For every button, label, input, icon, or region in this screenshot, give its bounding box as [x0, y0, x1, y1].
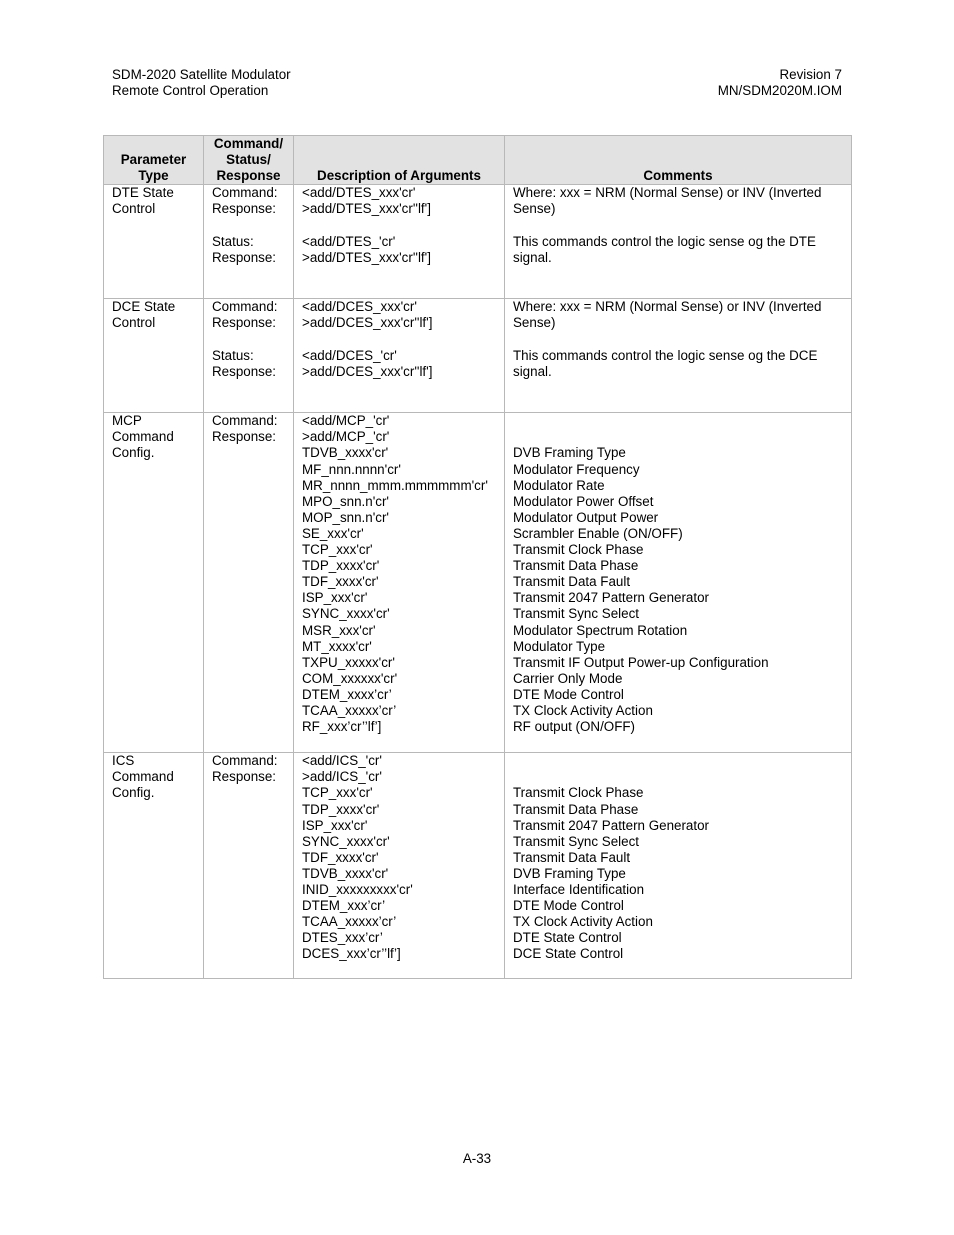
table-row — [104, 185, 852, 299]
cell-line: Transmit Clock Phase — [513, 542, 644, 558]
cell-line: <add/ICS_'cr' — [302, 753, 382, 769]
cell-line: RF output (ON/OFF) — [513, 719, 636, 735]
comments-cell — [505, 753, 852, 979]
cell-line: Transmit Data Phase — [513, 801, 639, 817]
cell-line: TXPU_xxxxx'cr' — [302, 654, 395, 670]
cell-line — [513, 753, 843, 769]
cell-line: TDF_xxxx'cr' — [302, 849, 379, 865]
page-number: A-33 — [462, 1151, 492, 1166]
cell-line: MF_nnn.nnnn'cr' — [302, 461, 401, 477]
header-text: Command/ — [213, 136, 284, 151]
page-header-right — [718, 67, 842, 99]
cell-line: Control — [112, 201, 156, 217]
cell-line: Transmit IF Output Power-up Configuration — [513, 654, 769, 670]
cell-line: TDP_xxxx'cr' — [302, 558, 380, 574]
cell-line: DCE State Control — [513, 946, 624, 962]
cell-line: Status: — [212, 233, 254, 249]
document-title: SDM-2020 Satellite Modulator — [112, 67, 291, 82]
cell-line: Sense) — [513, 201, 556, 217]
cell-line: Transmit Data Fault — [513, 574, 631, 590]
column-header-parameter-type — [104, 136, 204, 185]
cell-line: Command: — [212, 299, 278, 315]
cell-line: TDF_xxxx'cr' — [302, 574, 379, 590]
page-header-left — [112, 67, 291, 99]
cell-line: Command: — [212, 413, 278, 429]
cell-line: <add/DCES_xxx'cr' — [302, 299, 417, 315]
cell-line: RF_xxx’cr’’lf’] — [302, 719, 382, 735]
command-type-cell — [204, 299, 294, 413]
cell-line: MT_xxxx'cr' — [302, 638, 372, 654]
cell-line: TX Clock Activity Action — [513, 914, 653, 930]
cell-line: Response: — [212, 315, 277, 331]
cell-line: Transmit 2047 Pattern Generator — [513, 817, 709, 833]
arguments-cell — [294, 413, 505, 753]
cell-line: MR_nnnn_mmm.mmmmmm'cr' — [302, 477, 488, 493]
cell-line: ISP_xxx'cr' — [302, 590, 368, 606]
cell-line: DTEM_xxxx’cr’ — [302, 686, 392, 702]
cell-line: >add/DCES_xxx'cr''lf'] — [302, 363, 433, 379]
cell-line — [513, 331, 843, 347]
cell-line: TDP_xxxx'cr' — [302, 801, 380, 817]
cell-line: Transmit Sync Select — [513, 833, 640, 849]
column-header-description — [294, 136, 505, 185]
cell-line: Response: — [212, 201, 277, 217]
command-table — [103, 135, 852, 979]
header-text: Type — [138, 168, 169, 184]
arguments-cell — [294, 299, 505, 413]
parameter-type-cell — [104, 299, 204, 413]
cell-line: Response: — [212, 429, 277, 445]
cell-line: DTEM_xxx’cr’ — [302, 898, 386, 914]
table-row — [104, 753, 852, 979]
cell-line: >add/MCP_'cr' — [302, 429, 390, 445]
cell-line: signal. — [513, 249, 552, 265]
cell-line: <add/DTES_'cr' — [302, 233, 396, 249]
cell-line: Command: — [212, 185, 278, 201]
header-text: Description of Arguments — [317, 168, 481, 184]
cell-line: COM_xxxxxx'cr' — [302, 670, 398, 686]
cell-line: SYNC_xxxx'cr' — [302, 833, 390, 849]
cell-line: DVB Framing Type — [513, 865, 626, 881]
command-type-cell — [204, 185, 294, 299]
cell-line: Response: — [212, 769, 277, 785]
cell-line: MPO_snn.n'cr' — [302, 493, 389, 509]
table-row — [104, 299, 852, 413]
table-body — [104, 185, 852, 979]
header-text: Status/ — [226, 152, 271, 168]
cell-line: Transmit Clock Phase — [513, 785, 644, 801]
cell-line: TDVB_xxxx'cr' — [302, 865, 389, 881]
cell-line: Transmit Sync Select — [513, 606, 640, 622]
cell-line — [513, 217, 843, 233]
cell-line: DCE State — [112, 299, 176, 315]
cell-line — [302, 331, 496, 347]
cell-line: Transmit 2047 Pattern Generator — [513, 590, 709, 606]
cell-line: Where: xxx = NRM (Normal Sense) or INV (Inverted — [513, 185, 822, 201]
cell-line: INID_xxxxxxxxx'cr' — [302, 882, 413, 898]
cell-line: Sense) — [513, 315, 556, 331]
cell-line: Modulator Output Power — [513, 509, 659, 525]
cell-line: >add/DTES_xxx'cr''lf'] — [302, 201, 431, 217]
arguments-cell — [294, 185, 505, 299]
cell-line: TCP_xxx'cr' — [302, 785, 373, 801]
cell-line — [212, 217, 285, 233]
column-header-comments — [505, 136, 852, 185]
cell-line — [513, 769, 843, 785]
cell-line: Config. — [112, 445, 155, 461]
cell-line: Config. — [112, 785, 155, 801]
cell-line: MSR_xxx'cr' — [302, 622, 376, 638]
revision-label: Revision 7 — [779, 67, 842, 82]
cell-line: ICS — [112, 753, 135, 769]
cell-line — [302, 217, 496, 233]
cell-line — [513, 413, 843, 429]
command-type-cell — [204, 413, 294, 753]
cell-line: <add/DCES_'cr' — [302, 347, 397, 363]
cell-line: >add/ICS_'cr' — [302, 769, 382, 785]
column-header-command-status-response — [204, 136, 294, 185]
cell-line: Transmit Data Fault — [513, 849, 631, 865]
section-title: Remote Control Operation — [112, 83, 269, 98]
cell-line: Command — [112, 429, 174, 445]
cell-line: Response: — [212, 249, 277, 265]
header-text: Comments — [643, 168, 713, 184]
cell-line: MOP_snn.n'cr' — [302, 509, 389, 525]
cell-line: TDVB_xxxx'cr' — [302, 445, 389, 461]
cell-line: TCAA_xxxxx’cr’ — [302, 702, 397, 718]
cell-line: MCP — [112, 413, 142, 429]
cell-line: Modulator Frequency — [513, 461, 640, 477]
cell-line: Modulator Power Offset — [513, 493, 654, 509]
cell-line: signal. — [513, 363, 552, 379]
cell-line: DTE Mode Control — [513, 898, 624, 914]
cell-line: Carrier Only Mode — [513, 670, 623, 686]
parameter-type-cell — [104, 185, 204, 299]
comments-cell — [505, 413, 852, 753]
cell-line: DTE Mode Control — [513, 686, 624, 702]
cell-line — [212, 331, 285, 347]
parameter-type-cell — [104, 413, 204, 753]
cell-line: TX Clock Activity Action — [513, 702, 653, 718]
cell-line — [513, 429, 843, 445]
cell-line: Modulator Type — [513, 638, 606, 654]
cell-line: Where: xxx = NRM (Normal Sense) or INV (Inverted — [513, 299, 822, 315]
header-text: Parameter — [120, 152, 187, 168]
cell-line: Modulator Rate — [513, 477, 605, 493]
cell-line: DVB Framing Type — [513, 445, 626, 461]
parameter-type-cell — [104, 753, 204, 979]
cell-line: >add/DTES_xxx'cr''lf'] — [302, 249, 431, 265]
cell-line: >add/DCES_xxx'cr''lf'] — [302, 315, 433, 331]
cell-line: DTES_xxx’cr’ — [302, 930, 383, 946]
table-header-row — [104, 136, 852, 185]
cell-line: TCAA_xxxxx’cr’ — [302, 914, 397, 930]
cell-line: TCP_xxx'cr' — [302, 542, 373, 558]
cell-line: SE_xxx'cr' — [302, 525, 364, 541]
cell-line: Modulator Spectrum Rotation — [513, 622, 688, 638]
arguments-cell — [294, 753, 505, 979]
cell-line: ISP_xxx'cr' — [302, 817, 368, 833]
cell-line: <add/MCP_'cr' — [302, 413, 390, 429]
cell-line: DTE State — [112, 185, 174, 201]
cell-line: Response: — [212, 363, 277, 379]
cell-line: Transmit Data Phase — [513, 558, 639, 574]
comments-cell — [505, 185, 852, 299]
cell-line: SYNC_xxxx'cr' — [302, 606, 390, 622]
cell-line: Command: — [212, 753, 278, 769]
cell-line: Control — [112, 315, 156, 331]
header-text: Response — [216, 168, 281, 184]
cell-line: Status: — [212, 347, 254, 363]
cell-line: Scrambler Enable (ON/OFF) — [513, 525, 683, 541]
cell-line: DTE State Control — [513, 930, 622, 946]
cell-line: Command — [112, 769, 174, 785]
cell-line: Interface Identification — [513, 882, 645, 898]
document-number: MN/SDM2020M.IOM — [717, 83, 842, 98]
cell-line: <add/DTES_xxx'cr' — [302, 185, 416, 201]
table-row — [104, 413, 852, 753]
command-type-cell — [204, 753, 294, 979]
cell-line: This commands control the logic sense og the DTE — [513, 233, 816, 249]
comments-cell — [505, 299, 852, 413]
cell-line: This commands control the logic sense og the DCE — [513, 347, 818, 363]
cell-line: DCES_xxx’cr’’lf’] — [302, 946, 401, 962]
